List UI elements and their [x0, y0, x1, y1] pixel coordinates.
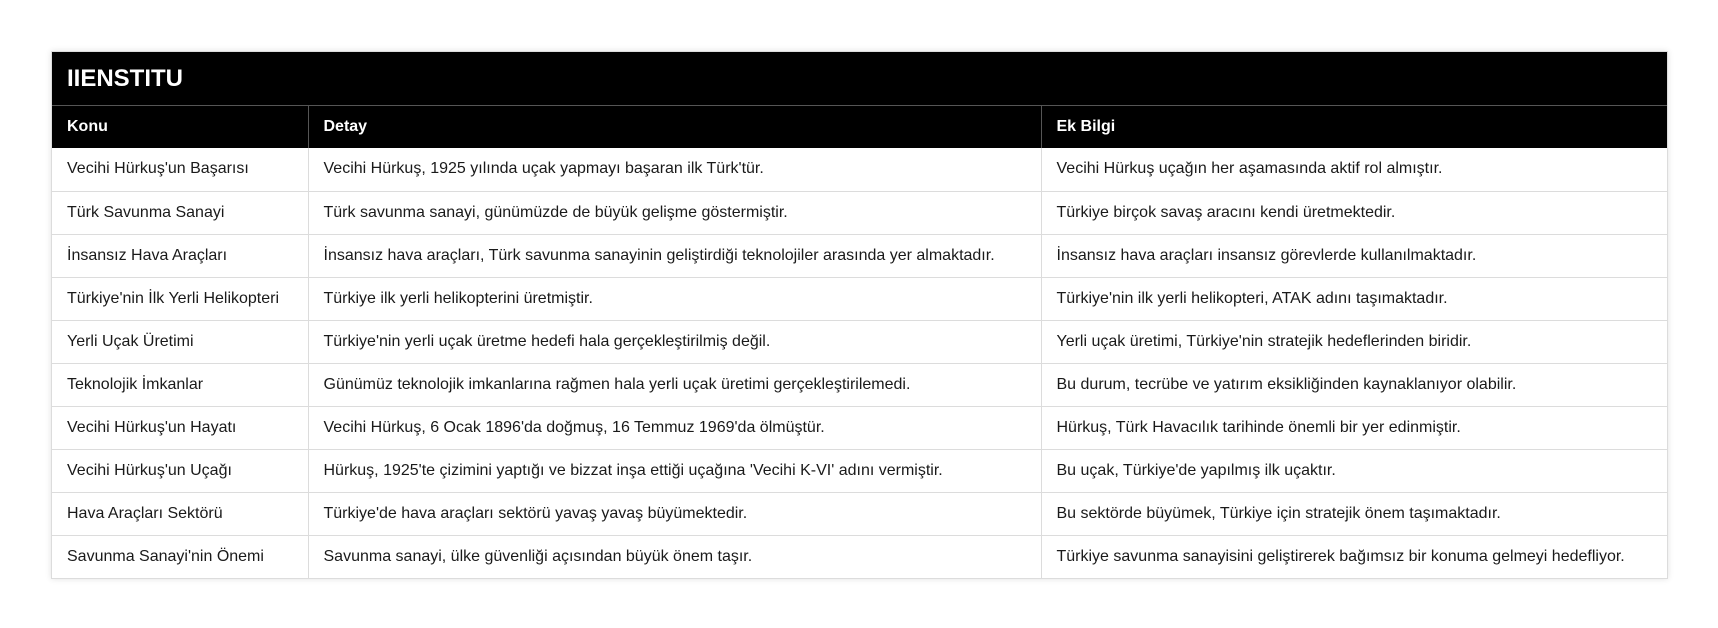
- table-body: [52, 148, 1667, 578]
- cell-konu: Türk Savunma Sanayi: [52, 191, 308, 234]
- table-row: [52, 363, 1667, 406]
- cell-ek-bilgi: Hürkuş, Türk Havacılık tarihinde önemli bir yer edinmiştir.: [1041, 406, 1667, 449]
- table-row: [52, 148, 1667, 191]
- cell-ek-bilgi: Vecihi Hürkuş uçağın her aşamasında aktif rol almıştır.: [1041, 148, 1667, 191]
- column-header-detay: Detay: [308, 106, 1041, 148]
- cell-konu: Teknolojik İmkanlar: [52, 363, 308, 406]
- data-table: [52, 106, 1667, 578]
- table-title: IIENSTITU: [52, 52, 1667, 106]
- cell-ek-bilgi: Türkiye savunma sanayisini geliştirerek bağımsız bir konuma gelmeyi hedefliyor.: [1056, 547, 1625, 565]
- table-row: [52, 535, 1667, 578]
- cell-detay: Türkiye'nin yerli uçak üretme hedefi hala gerçekleştirilmiş değil.: [308, 320, 1041, 363]
- cell-konu: Vecihi Hürkuş'un Uçağı: [52, 449, 308, 492]
- table-row: [52, 320, 1667, 363]
- column-header-ek-bilgi: Ek Bilgi: [1041, 106, 1667, 148]
- table-row: [52, 277, 1667, 320]
- table-row: [52, 492, 1667, 535]
- table-row: [52, 234, 1667, 277]
- cell-detay: Günümüz teknolojik imkanlarına rağmen hala yerli uçak üretimi gerçekleştirilemedi.: [308, 363, 1041, 406]
- cell-konu: Vecihi Hürkuş'un Hayatı: [52, 406, 308, 449]
- cell-konu: Yerli Uçak Üretimi: [52, 320, 308, 363]
- table-row: [52, 449, 1667, 492]
- cell-ek-bilgi: Yerli uçak üretimi, Türkiye'nin stratejik hedeflerinden biridir.: [1041, 320, 1667, 363]
- cell-ek-bilgi: Türkiye'nin ilk yerli helikopteri, ATAK adını taşımaktadır.: [1041, 277, 1667, 320]
- cell-detay: İnsansız hava araçları, Türk savunma sanayinin geliştirdiği teknolojiler arasında yer almaktadır.: [308, 234, 1041, 277]
- cell-detay: Türkiye ilk yerli helikopterini üretmiştir.: [308, 277, 1041, 320]
- cell-konu: Türkiye'nin İlk Yerli Helikopteri: [52, 277, 308, 320]
- table-row: [52, 191, 1667, 234]
- cell-detay: Türkiye'de hava araçları sektörü yavaş yavaş büyümektedir.: [308, 492, 1041, 535]
- cell-konu: Vecihi Hürkuş'un Başarısı: [52, 148, 308, 191]
- cell-ek-bilgi: Bu uçak, Türkiye'de yapılmış ilk uçaktır.: [1041, 449, 1667, 492]
- cell-detay: Savunma sanayi, ülke güvenliği açısından büyük önem taşır.: [308, 535, 1041, 578]
- cell-detay: Vecihi Hürkuş, 6 Ocak 1896'da doğmuş, 16 Temmuz 1969'da ölmüştür.: [308, 406, 1041, 449]
- cell-detay: Türk savunma sanayi, günümüzde de büyük gelişme göstermiştir.: [308, 191, 1041, 234]
- table-row: [52, 406, 1667, 449]
- cell-ek-bilgi: Bu sektörde büyümek, Türkiye için stratejik önem taşımaktadır.: [1041, 492, 1667, 535]
- column-header-konu: Konu: [52, 106, 308, 148]
- header-row: [52, 106, 1667, 148]
- data-table-container: [51, 51, 1668, 579]
- cell-konu: Savunma Sanayi'nin Önemi: [52, 535, 308, 578]
- cell-konu: Hava Araçları Sektörü: [52, 492, 308, 535]
- cell-detay: Vecihi Hürkuş, 1925 yılında uçak yapmayı başaran ilk Türk'tür.: [308, 148, 1041, 191]
- cell-detay: Hürkuş, 1925'te çizimini yaptığı ve bizzat inşa ettiği uçağına 'Vecihi K-VI' adını vermiştir.: [308, 449, 1041, 492]
- cell-ek-bilgi: Türkiye birçok savaş aracını kendi üretmektedir.: [1041, 191, 1667, 234]
- cell-ek-bilgi: Bu durum, tecrübe ve yatırım eksikliğinden kaynaklanıyor olabilir.: [1041, 363, 1667, 406]
- cell-ek-bilgi: İnsansız hava araçları insansız görevlerde kullanılmaktadır.: [1041, 234, 1667, 277]
- cell-konu: İnsansız Hava Araçları: [52, 234, 308, 277]
